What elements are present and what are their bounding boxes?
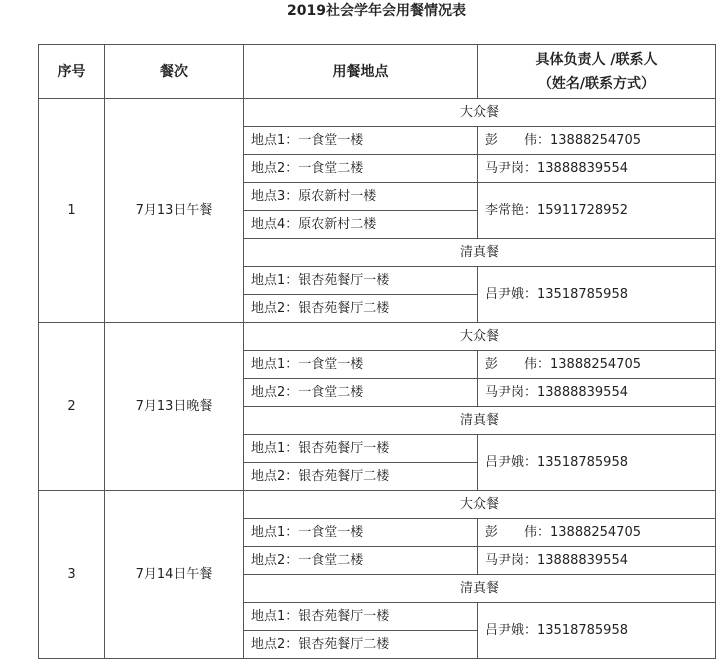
contact-cell: 吕尹娥：13518785958 <box>478 435 716 491</box>
location-cell: 地点1：一食堂一楼 <box>244 127 478 155</box>
contact-cell: 李常艳：15911728952 <box>478 183 716 239</box>
meal-table <box>38 44 716 659</box>
section-label: 清真餐 <box>244 239 716 267</box>
group-meal: 7月13日晚餐 <box>105 323 244 491</box>
location-cell: 地点2：一食堂二楼 <box>244 379 478 407</box>
contact-cell: 吕尹娥：13518785958 <box>478 267 716 323</box>
location-cell: 地点1：一食堂一楼 <box>244 519 478 547</box>
location-cell: 地点1：一食堂一楼 <box>244 351 478 379</box>
header-row <box>39 45 716 99</box>
location-cell: 地点1：银杏苑餐厅一楼 <box>244 603 478 631</box>
header-contact-line1: 具体负责人 /联系人 <box>535 51 658 68</box>
table-row <box>39 491 716 519</box>
location-cell: 地点1：银杏苑餐厅一楼 <box>244 267 478 295</box>
group-index: 1 <box>39 99 105 323</box>
contact-cell: 彭 伟：13888254705 <box>478 519 716 547</box>
contact-cell: 马尹岗：13888839554 <box>478 379 716 407</box>
location-cell: 地点4：原农新村二楼 <box>244 211 478 239</box>
location-cell: 地点2：一食堂二楼 <box>244 547 478 575</box>
group-index: 2 <box>39 323 105 491</box>
table-row <box>39 323 716 351</box>
group-meal: 7月13日午餐 <box>105 99 244 323</box>
contact-cell: 彭 伟：13888254705 <box>478 127 716 155</box>
header-contact-line2: （姓名/联系方式） <box>537 75 656 92</box>
section-label: 大众餐 <box>244 323 716 351</box>
page-title: 2019社会学年会用餐情况表 <box>287 3 466 19</box>
group-index: 3 <box>39 491 105 659</box>
section-label: 大众餐 <box>244 99 716 127</box>
contact-cell: 马尹岗：13888839554 <box>478 547 716 575</box>
header-contact <box>478 45 716 99</box>
group-meal: 7月14日午餐 <box>105 491 244 659</box>
contact-cell: 彭 伟：13888254705 <box>478 351 716 379</box>
contact-cell: 吕尹娥：13518785958 <box>478 603 716 659</box>
location-cell: 地点2：银杏苑餐厅二楼 <box>244 463 478 491</box>
location-cell: 地点2：银杏苑餐厅二楼 <box>244 631 478 659</box>
table-row <box>39 99 716 127</box>
location-cell: 地点1：银杏苑餐厅一楼 <box>244 435 478 463</box>
header-meal: 餐次 <box>105 45 244 99</box>
location-cell: 地点2：银杏苑餐厅二楼 <box>244 295 478 323</box>
location-cell: 地点3：原农新村一楼 <box>244 183 478 211</box>
section-label: 大众餐 <box>244 491 716 519</box>
header-location: 用餐地点 <box>244 45 478 99</box>
header-index: 序号 <box>39 45 105 99</box>
contact-cell: 马尹岗：13888839554 <box>478 155 716 183</box>
location-cell: 地点2：一食堂二楼 <box>244 155 478 183</box>
section-label: 清真餐 <box>244 575 716 603</box>
section-label: 清真餐 <box>244 407 716 435</box>
